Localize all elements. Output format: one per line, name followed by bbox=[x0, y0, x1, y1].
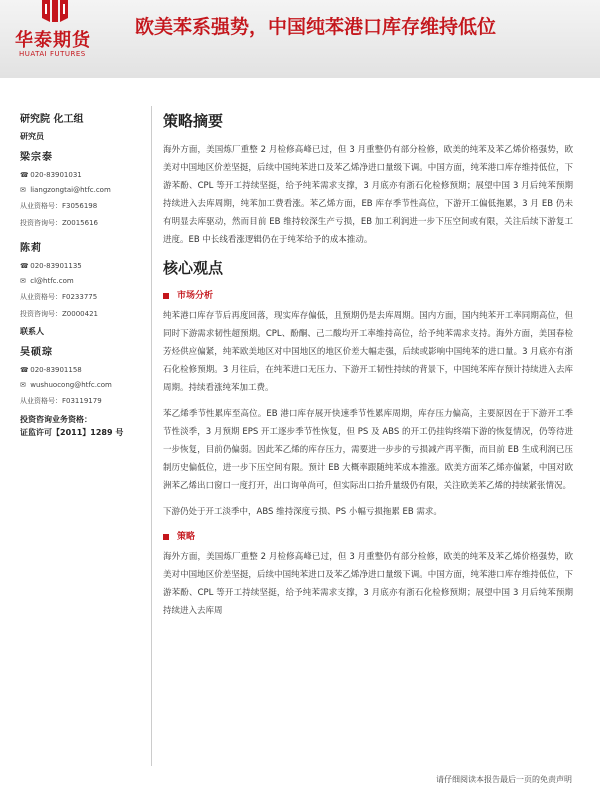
phone-icon: ☎ bbox=[20, 171, 29, 179]
logo-english-name: HUATAI FUTURES bbox=[19, 50, 86, 58]
logo-name: 华泰期货 bbox=[15, 30, 91, 51]
analyst-phone: ☎ 020-83901031 bbox=[20, 171, 82, 179]
author-sidebar bbox=[20, 110, 145, 439]
phone-icon: ☎ bbox=[20, 366, 29, 374]
column-divider bbox=[151, 106, 152, 766]
core-views-heading: 核心观点 bbox=[163, 259, 224, 277]
report-body bbox=[163, 110, 573, 628]
email-icon: ✉ bbox=[20, 186, 26, 194]
huatai-logo-icon bbox=[38, 0, 72, 24]
contact-email[interactable]: ✉ wushuocong@htfc.com bbox=[20, 381, 112, 389]
license-number: 证监许可【2011】1289 号 bbox=[20, 428, 124, 437]
analyst-invest-number: 投资咨询号：Z0000421 bbox=[20, 310, 98, 318]
researchers-label: 研究员 bbox=[20, 132, 44, 141]
red-square-bullet-icon bbox=[163, 534, 169, 540]
email-icon: ✉ bbox=[20, 277, 26, 285]
analyst-email[interactable]: ✉ cl@htfc.com bbox=[20, 277, 74, 285]
analyst-qualification: 从业资格号：F0233775 bbox=[20, 293, 98, 301]
disclaimer-footer: 请仔细阅读本报告最后一页的免责声明 bbox=[436, 775, 572, 784]
summary-heading: 策略摘要 bbox=[163, 112, 224, 130]
analyst-email[interactable]: ✉ liangzongtai@htfc.com bbox=[20, 186, 111, 194]
analyst-qualification: 从业资格号：F3056198 bbox=[20, 202, 98, 210]
license-label: 投资咨询业务资格： bbox=[20, 415, 92, 424]
email-icon: ✉ bbox=[20, 381, 26, 389]
market-paragraph: 下游仍处于开工淡季中，ABS 维持深度亏损、PS 小幅亏损拖累 EB 需求。 bbox=[163, 507, 442, 517]
strategy-heading: 策略 bbox=[163, 529, 573, 542]
contact-qualification: 从业资格号：F03119179 bbox=[20, 397, 102, 405]
market-analysis-heading: 市场分析 bbox=[163, 288, 573, 301]
report-title: 欧美苯系强势，中国纯苯港口库存维持低位 bbox=[135, 16, 497, 38]
phone-icon: ☎ bbox=[20, 262, 29, 270]
market-paragraph: 苯乙烯季节性累库至高位。EB 港口库存展开快速季节性累库周期，库存压力偏高，主要原因在于下游开工季节性淡季，3 月预期 EPS 开工逐步季节性恢复，但 PS 及 ABS 的开工仍挂钩终端下游的恢复情况，仍等待进一步恢复，目前仍偏弱。因此苯乙烯的库存压力，需要进一步步的亏损减产再平衡，而目前 EB 生成利润已压制历史偏低位，进一步下压空间有限。预计 EB 大概率跟随纯苯成本推涨。欧美方面苯乙烯亦偏紧，中国对欧洲苯乙烯出口窗口一度打开，出口询单尚可，但实际出口抬升量级仍有限，关注欧美苯乙烯的持续紧张情况。 bbox=[163, 409, 573, 491]
report-header bbox=[0, 0, 600, 78]
analyst-name: 梁宗泰 bbox=[20, 152, 53, 163]
summary-paragraph: 海外方面，美国炼厂重整 2 月检修高峰已过，但 3 月重整仍有部分检修，欧美的纯苯及苯乙烯价格强势，欧美对中国地区价差坚挺，后续中国纯苯进口及苯乙烯净进口量级下调。中国方面，纯苯港口库存维持低位，下游苯酚、CPL 等开工持续坚挺，给予纯苯需求支撑，3 月底亦有浙石化检修预期；展望中国 3 月后纯苯预期持续进入去库周期，纯苯加工费看涨。苯乙烯方面，EB 库存季节性高位，下游开工偏低拖累，3 月 EB 仍未有明显去库驱动，然而目前 EB 维持较深生产亏损，EB 加工利润进一步下压空间或有限，关注后续下游复工进度。EB 中长线看涨逻辑仍在于纯苯给予的成本推动。 bbox=[163, 145, 573, 245]
analyst-phone: ☎ 020-83901135 bbox=[20, 262, 82, 270]
market-paragraph: 纯苯港口库存节后再度回落，现实库存偏低，且预期仍是去库周期。国内方面，国内纯苯开工率同期高位，但同时下游需求韧性超预期。CPL、酚酮、己二酸均开工率维持高位，给予纯苯需求支持。海外方面，美国春检芳烃供应偏紧，纯苯欧美地区对中国地区的地区价差大幅走强，后续或影响中国纯苯的进口量。3 月底亦有浙石化检修预期。3 月往后，在纯苯进口无压力、下游开工韧性持续的背景下，中国纯苯库存预计持续进入去库周期。持续看涨纯苯加工费。 bbox=[163, 311, 573, 393]
contact-label: 联系人 bbox=[20, 327, 44, 336]
red-square-bullet-icon bbox=[163, 293, 169, 299]
contact-phone: ☎ 020-83901158 bbox=[20, 366, 82, 374]
strategy-paragraph: 海外方面，美国炼厂重整 2 月检修高峰已过，但 3 月重整仍有部分检修，欧美的纯苯及苯乙烯价格强势，欧美对中国地区价差坚挺，后续中国纯苯进口及苯乙烯净进口量级下调。中国方面，纯苯港口库存维持低位，下游苯酚、CPL 等开工持续坚挺，给予纯苯需求支撑，3 月底亦有浙石化检修预期；展望中国 3 月后纯苯预期持续进入去库周 bbox=[163, 552, 573, 616]
department-label: 研究院 化工组 bbox=[20, 114, 84, 125]
contact-name: 吴硕琮 bbox=[20, 347, 53, 358]
analyst-invest-number: 投资咨询号：Z0015616 bbox=[20, 219, 98, 227]
analyst-name: 陈莉 bbox=[20, 243, 42, 254]
